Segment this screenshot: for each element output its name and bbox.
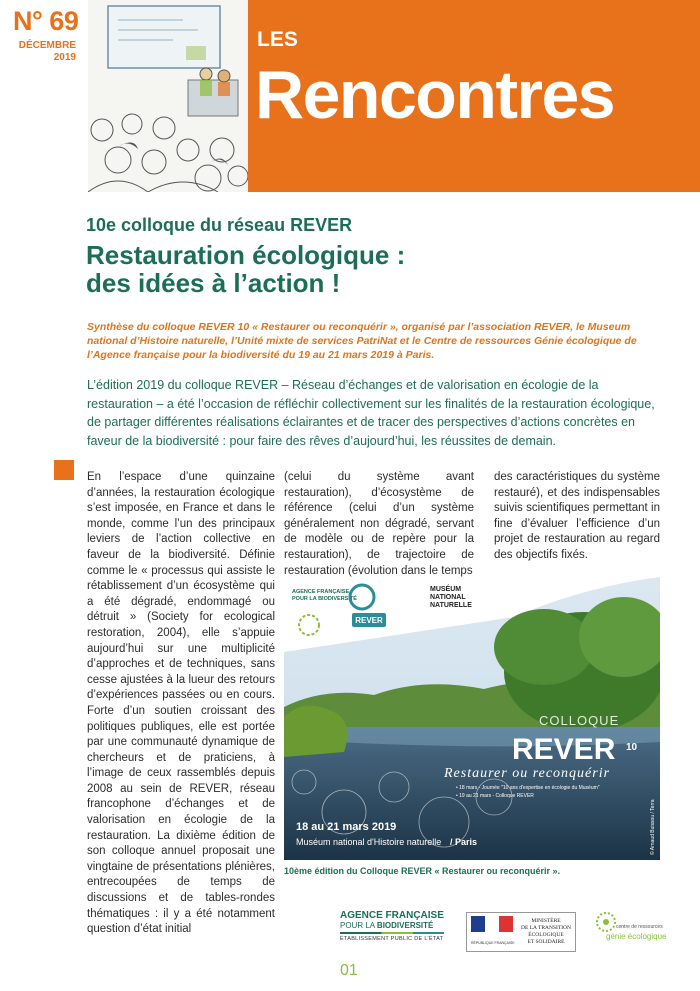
ministry-line2: DE LA TRANSITION (520, 925, 571, 931)
article-lead: Synthèse du colloque REVER 10 « Restaurer ou reconquérir », organisé par l’association REVER, le Museum national d’Histoire naturelle, l’Unité mixte de services PatriNat et le Centre de ressources Génie écologique de l’Agence française pour la biodiversité du 19 au 21 mars 2019 à Paris. (87, 321, 637, 361)
poster-mnhn-line1: MUSÉUM (430, 586, 462, 593)
marianne-flag-icon (471, 916, 513, 940)
afb-footer-line2-strong: BIODIVERSITÉ (376, 921, 434, 930)
page-number: 01 (340, 962, 358, 979)
body-column-2: (celui du système avant restauration), d’écosystème de référence (celui d’un système généralement non dégradé, servant de modèle ou de repère pour la restauration), de trajectoire de restauration (évolution dans le temps (284, 471, 474, 577)
afb-footer-line3: ÉTABLISSEMENT PUBLIC DE L’ÉTAT (340, 936, 444, 942)
issue-month: DÉCEMBRE (18, 40, 76, 51)
poster-caption: 10ème édition du Colloque REVER « Restaurer ou reconquérir ». (284, 866, 561, 876)
poster-afb-line2: POUR LA BIODIVERSITÉ (292, 596, 357, 602)
genie-ecologique-line1: centre de ressources (616, 924, 663, 930)
poster-bullet-2: • 19 au 21 mars - Colloque REVER (456, 793, 534, 799)
genie-ecologique-line2: génie écologique (606, 932, 667, 941)
article-suptitle: 10e colloque du réseau REVER (86, 215, 353, 235)
issue-year: 2019 (53, 52, 76, 63)
afb-footer-line2 (340, 921, 452, 930)
issue-date (14, 40, 76, 64)
rf-label: RÉPUBLIQUE FRANÇAISE (471, 941, 515, 945)
ministry-name (519, 918, 573, 946)
article-title-line2: des idées à l’action ! (86, 268, 341, 298)
poster-photo-credit: © Arnaud Buissou / Terra (650, 799, 656, 855)
poster-colloque: COLLOQUE (539, 713, 620, 728)
issue-number: N° 69 (13, 6, 79, 36)
article-intro: L’édition 2019 du colloque REVER – Réseau d’échanges et de valorisation en écologie de la restauration – a été l’occasion de réfléchir collectivement sur les finalités de la restauration écologique, de partager différentes réalisations éclairantes et de tracer des perspectives d’actions concrètes en faveur de la biodiversité : pour faire des rêves d’aujourd’hui, les réussites de demain. (87, 378, 655, 448)
article-title-line1: Restauration écologique : (86, 240, 406, 270)
poster-dates: 18 au 21 mars 2019 (296, 821, 397, 833)
body-column-3: des caractéristiques du système restauré), et des indispensables suivis scientifiques permettant in fine d’évaluer l’efficience d’un projet de restauration au regard des objectifs fixés. (494, 471, 660, 561)
orange-square-marker (54, 460, 74, 480)
ministry-logo-box (466, 912, 576, 952)
poster-rever-number: 10 (626, 742, 638, 753)
afb-footer-line1: AGENCE FRANÇAISE (340, 910, 444, 921)
poster-venue: Muséum national d'Histoire naturelle (296, 837, 442, 847)
afb-footer-line2-prefix: POUR LA (340, 921, 375, 930)
poster-mnhn-line3: NATURELLE (430, 602, 472, 609)
article-title (86, 241, 405, 297)
series-prefix: LES (257, 28, 298, 51)
header-sketch-illustration (88, 0, 248, 192)
poster-afb-logo (292, 589, 357, 602)
ministry-line1: MINISTÈRE (531, 918, 561, 924)
ministry-line4: ET SOLIDAIRE (527, 939, 565, 945)
poster-rever-title: REVER (512, 733, 616, 766)
body-column-1: En l’espace d’une quinzaine d’années, la restauration écologique s’est imposée, en France et dans le monde, comme l’un des principaux leviers de l’action collective en faveur de la biodiversité. Définie comme le « processus qui assiste le rétablissement d’un écosystème qui a été dégradé, endommagé ou détruit » (Society for ecological restoration, 2004), elle s’appuie aujourd’hui sur une multiplicité d’approches et de techniques, sans cesse ajustées à la lueur des retours d’expériences passées ou en cours. Forte d’un soutien croissant des politiques publiques, elle est portée par une communauté dynamique de chercheurs et de praticiens, à l’image de ceux rassemblés depuis 2008 au sein de REVER, réseau francophone d’échanges et de valorisation en écologie de la restauration. La dixième édition de son colloque annuel proposait une vingtaine de présentations plénières, entrecoupées de temps de discussions et de tables-rondes thématiques : il y a été notamment question d’état initial (87, 471, 275, 936)
poster-city: / Paris (450, 837, 478, 847)
afb-footer-logo (340, 910, 452, 942)
afb-footer-rule (340, 932, 444, 934)
poster-mnhn-line2: NATIONAL (430, 594, 466, 601)
poster-afb-line1: AGENCE FRANÇAISE (292, 589, 350, 595)
poster-bullet-1: • 18 mars - Journée "10 ans d'expertise en écologie du Muséum" (456, 785, 600, 791)
colloque-poster (284, 577, 660, 860)
genie-ecologique-logo (594, 910, 667, 950)
poster-rever-logo-text: REVER (355, 616, 383, 625)
ministry-line3: ÉCOLOGIQUE (528, 932, 564, 938)
series-title: Rencontres (255, 57, 615, 133)
poster-subtitle: Restaurer ou reconquérir (444, 766, 611, 781)
